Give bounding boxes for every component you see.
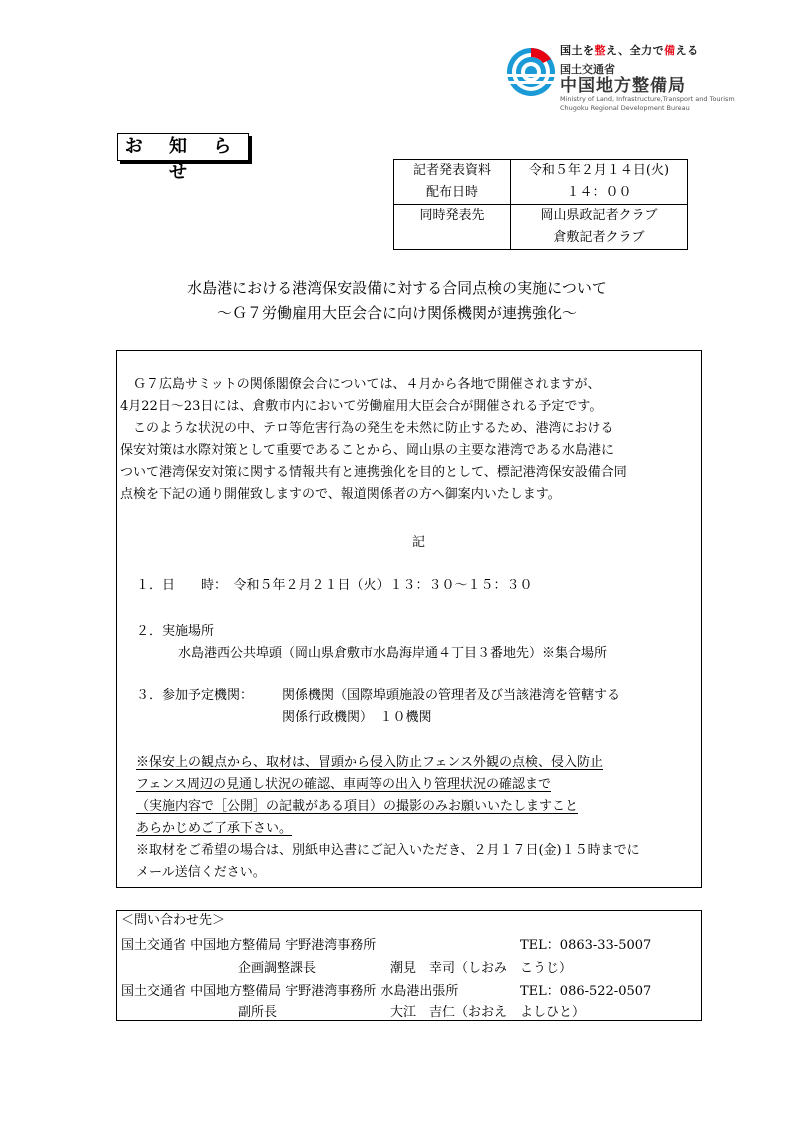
- intro-paragraph: Ｇ７広島サミットの関係閣僚会合については、４月から各地で開催されますが、 4月22日～23日には、倉敷市内において労働雇用大臣会合が開催される予定です。 このような状況の中、テロ等危害行為の発生を未然に防止するため、港湾における 保安対策は水際対策として重要であることから、岡山県の主要な港湾である水島港に ついて港湾保安対策に関する情報共有と連携強化を目的として、標記港湾保安設備合同 点検を下記の通り開催致しますので、報道関係者の方へ御案内いたします。: [120, 377, 627, 502]
- page-subtitle: ～Ｇ７労働雇用大臣会合に向け関係機関が連携強化～: [216, 304, 577, 322]
- ministry-name: 国土交通省: [560, 63, 615, 76]
- contact-heading: ＜問い合わせ先＞: [121, 913, 226, 928]
- contact-2-name: 大江 吉仁（おおえ よしひと）: [390, 1005, 586, 1020]
- simultaneous-value-cell: 岡山県政記者クラブ 倉敷記者クラブ: [511, 205, 688, 250]
- bureau-logo-text: [560, 42, 790, 113]
- press-coverage-note: ※保安上の観点から、取材は、冒頭から侵入防止フェンス外観の点検、侵入防止 フェンス周辺の見通し状況の確認、車両等の出入り管理状況の確認まで （実施内容で［公開］の記載がある項目）の撮影のみお願いいたしますこと あらかじめご了承下さい。: [136, 755, 603, 836]
- contact-2-tel: TEL：086-522-0507: [520, 984, 652, 999]
- application-note: ※取材をご希望の場合は、別紙申込書にご記入いただき、２月１７日(金)１５時までに メール送信ください。: [136, 843, 640, 880]
- mlit-logo-icon: [505, 46, 557, 98]
- contact-1-name: 潮見 幸司（しおみ こうじ）: [390, 961, 573, 976]
- press-info-table: [393, 159, 688, 250]
- contact-2-org: 国土交通省 中国地方整備局 宇野港湾事務所 水島港出張所: [121, 984, 459, 999]
- press-datetime-cell: 令和５年２月１４日(火) １４：００: [511, 160, 688, 205]
- item-agencies-value-1: 関係機関（国際埠頭施設の管理者及び当該港湾を管轄する: [282, 688, 621, 703]
- item-location-label: ２．実施場所: [136, 624, 215, 639]
- ki-heading: 記: [412, 535, 426, 550]
- contact-1-title: 企画調整課長: [238, 961, 317, 976]
- contact-2-title: 副所長: [238, 1005, 278, 1020]
- item-datetime: １．日 時： 令和５年２月２１日（火）１３：３０～１５：３０: [136, 578, 533, 593]
- page-title: 水島港における港湾保安設備に対する合同点検の実施について: [187, 279, 607, 297]
- simultaneous-label-cell: 同時発表先: [394, 205, 511, 250]
- english-line-2: Chugoku Regional Development Bureau: [560, 104, 690, 112]
- item-agencies-label: ３．参加予定機関：: [136, 688, 254, 703]
- press-label-cell: 記者発表資料 配布日時: [394, 160, 511, 205]
- contact-1-tel: TEL：0863-33-5007: [520, 938, 652, 953]
- item-agencies-value-2: 関係行政機関） １０機関: [282, 710, 432, 725]
- slogan: 国土を整え、全力で備える: [560, 44, 699, 57]
- bureau-name: 中国地方整備局: [560, 76, 686, 96]
- english-line-1: Ministry of Land, Infrastructure,Transport and Tourism: [560, 95, 735, 103]
- notice-badge: お 知 ら せ: [117, 133, 249, 161]
- contact-1-org: 国土交通省 中国地方整備局 宇野港湾事務所: [121, 938, 377, 953]
- item-location-value: 水島港西公共埠頭（岡山県倉敷市水島海岸通４丁目３番地先）※集合場所: [178, 646, 608, 661]
